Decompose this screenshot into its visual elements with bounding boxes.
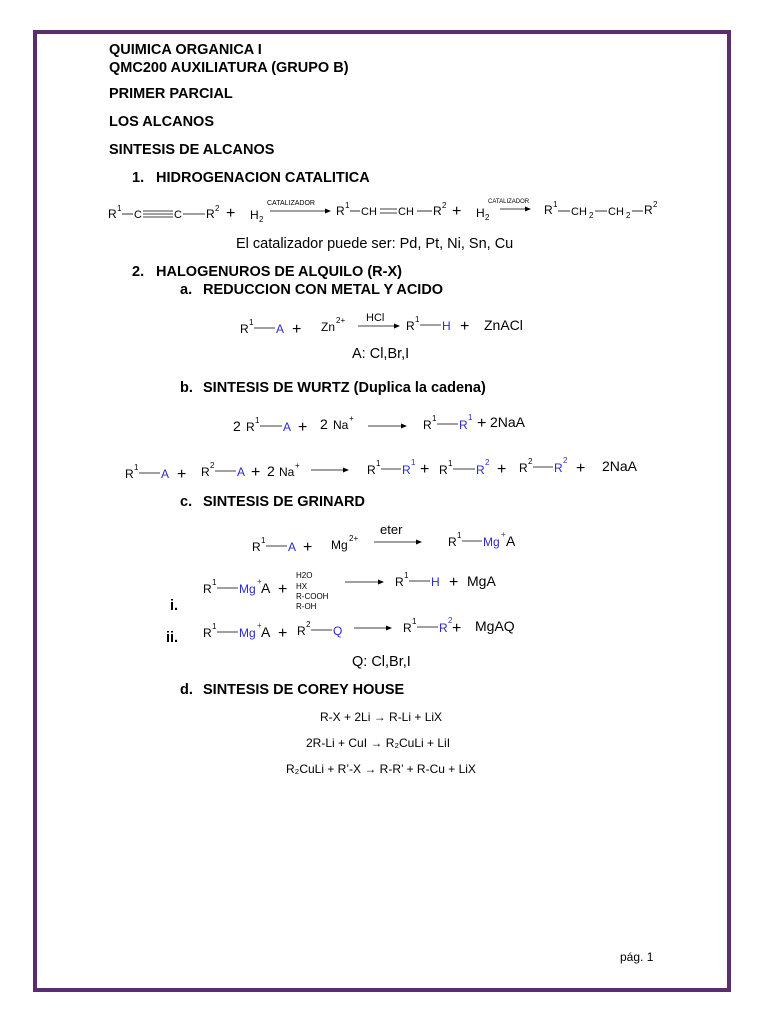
section1-number: 1. <box>132 170 145 186</box>
subsection-a-title: REDUCCION CON METAL Y ACIDO <box>203 282 444 298</box>
carbon: C <box>174 209 182 221</box>
reagent-h2o: H2O <box>296 571 313 580</box>
halogen: A <box>261 624 271 640</box>
superscript: 1 <box>415 315 420 324</box>
magnesium: Mg <box>483 535 500 549</box>
r-group: R <box>544 203 553 217</box>
r-group: R <box>367 463 376 477</box>
r-group: R <box>246 420 255 434</box>
r-group: R <box>203 626 212 640</box>
superscript: 1 <box>261 536 266 545</box>
halogen: A <box>288 540 297 554</box>
hydrogenation-reaction <box>100 192 700 232</box>
catalyst-note: El catalizador puede ser: Pd, Pt, Ni, Sn, Cu <box>236 236 514 252</box>
superscript: 1 <box>249 318 254 327</box>
sodium: Na <box>333 418 349 432</box>
plus-sign: + <box>452 203 462 220</box>
superscript: 2 <box>448 616 453 625</box>
subsection-a-letter: a. <box>180 282 193 298</box>
course-title: QUIMICA ORGANICA I <box>109 42 262 58</box>
plus-sign: + <box>449 574 459 591</box>
superscript: 1 <box>448 459 453 468</box>
r-group: R <box>395 575 404 589</box>
superscript: 2 <box>528 457 533 466</box>
r-group: R <box>519 461 528 475</box>
r-group: R <box>125 467 134 481</box>
subsection-d-letter: d. <box>180 682 193 698</box>
halide: Q <box>333 624 343 638</box>
methine: CH <box>361 206 377 218</box>
plus-sign: + <box>477 415 487 432</box>
superscript: 1 <box>468 413 473 422</box>
section-heading: SINTESIS DE ALCANOS <box>109 142 275 158</box>
reagent-hx: HX <box>296 582 308 591</box>
r-group: R <box>108 207 117 221</box>
course-code: QMC200 AUXILIATURA (GRUPO B) <box>109 60 349 76</box>
corey-house-equation-1: R-X + 2Li → R-Li + LiX <box>320 710 443 724</box>
halogen: A <box>237 465 246 479</box>
coefficient: 2 <box>233 418 241 434</box>
superscript: 1 <box>117 204 122 213</box>
page-number: pág. 1 <box>620 950 654 964</box>
superscript: 2 <box>485 458 490 467</box>
superscript: 2 <box>210 461 215 470</box>
subsection-b-title: SINTESIS DE WURTZ (Duplica la cadena) <box>203 380 486 396</box>
wurtz-reaction-2 <box>115 448 675 484</box>
plus-sign: + <box>278 581 288 598</box>
superscript: 2 <box>306 620 311 629</box>
superscript: 1 <box>432 414 437 423</box>
r-group: R <box>448 535 457 549</box>
subsection-c-letter: c. <box>180 494 193 510</box>
subsection-b-letter: b. <box>180 380 193 396</box>
coefficient: 2 <box>267 463 275 479</box>
product: ZnACl <box>484 317 523 333</box>
r-group: R <box>297 624 306 638</box>
solvent-label: eter <box>380 522 403 537</box>
charge: 2+ <box>336 316 346 325</box>
plus-sign: + <box>420 461 430 478</box>
r-group: R <box>439 621 448 635</box>
charge: + <box>257 577 262 586</box>
coefficient: 2 <box>320 416 328 432</box>
r-group: R <box>403 621 412 635</box>
superscript: 1 <box>134 463 139 472</box>
r-group: R <box>423 418 432 432</box>
r-group: R <box>336 204 345 218</box>
sodium: Na <box>279 465 295 479</box>
charge: + <box>295 461 300 470</box>
r-group: R <box>433 204 442 218</box>
r-group: R <box>439 463 448 477</box>
subsection-d-title: SINTESIS DE COREY HOUSE <box>203 682 405 698</box>
corey-house-equation-2: 2R-Li + CuI → R₂CuLi + LiI <box>306 736 451 750</box>
topic-title: LOS ALCANOS <box>109 114 214 130</box>
zinc: Zn <box>321 320 336 334</box>
superscript: 1 <box>404 571 409 580</box>
carbon: C <box>134 209 142 221</box>
halogen-note: A: Cl,Br,I <box>352 346 410 362</box>
hydrogen: H <box>442 319 451 333</box>
superscript: 1 <box>412 617 417 626</box>
grignard-coupling <box>195 612 535 648</box>
reduction-reaction <box>230 305 560 341</box>
halogen: A <box>283 420 292 434</box>
r-group: R <box>406 319 415 333</box>
plus-sign: + <box>226 205 236 222</box>
plus-sign: + <box>576 460 586 477</box>
catalyst-label: CATALIZADOR <box>267 200 315 207</box>
item-ii: ii. <box>166 630 179 646</box>
plus-sign: + <box>452 620 462 637</box>
methylene: CH <box>571 206 587 218</box>
superscript: 1 <box>212 622 217 631</box>
hydrogen: H <box>431 575 440 589</box>
superscript: 2 <box>215 204 220 213</box>
product: MgA <box>467 573 496 589</box>
corey-house-equation-3: R₂CuLi + R’-X → R-R’ + R-Cu + LiX <box>286 762 476 776</box>
halogen: A <box>276 322 285 336</box>
superscript: 1 <box>255 416 260 425</box>
wurtz-reaction-1 <box>225 404 545 440</box>
superscript: 1 <box>212 578 217 587</box>
methine: CH <box>398 206 414 218</box>
r-group: R <box>252 540 261 554</box>
r-group: R <box>203 582 212 596</box>
charge: + <box>349 414 354 423</box>
superscript: 2 <box>653 200 658 209</box>
plus-sign: + <box>497 461 507 478</box>
product: 2NaA <box>490 414 526 430</box>
grignard-formation <box>240 518 540 558</box>
subscript: 2 <box>485 213 490 222</box>
reagent-alcohol: R-OH <box>296 602 317 611</box>
reagent-acid: R-COOH <box>296 592 329 601</box>
r-group: R <box>459 418 468 432</box>
superscript: 2 <box>563 456 568 465</box>
hydrogen: H <box>476 206 485 220</box>
r-group: R <box>201 465 210 479</box>
plus-sign: + <box>177 466 187 483</box>
superscript: 1 <box>345 201 350 210</box>
section1-title: HIDROGENACION CATALITICA <box>156 170 370 186</box>
charge: 2+ <box>349 534 359 543</box>
grignard-hydrolysis <box>195 566 555 614</box>
plus-sign: + <box>303 539 313 556</box>
subscript: 2 <box>589 211 594 220</box>
r-group: R <box>644 203 653 217</box>
plus-sign: + <box>460 318 470 335</box>
r-group: R <box>554 461 563 475</box>
superscript: 1 <box>553 200 558 209</box>
r-group: R <box>206 207 215 221</box>
superscript: 1 <box>376 459 381 468</box>
magnesium: Mg <box>239 582 256 596</box>
section2-number: 2. <box>132 264 145 280</box>
r-group: R <box>240 322 249 336</box>
item-i: i. <box>170 598 179 614</box>
subsection-c-title: SINTESIS DE GRINARD <box>203 494 365 510</box>
r-group: R <box>402 463 411 477</box>
subscript: 2 <box>626 211 631 220</box>
methylene: CH <box>608 206 624 218</box>
halide-note: Q: Cl,Br,I <box>352 654 411 670</box>
charge: + <box>501 530 506 539</box>
hydrogen: H <box>250 208 259 222</box>
halogen: A <box>261 580 271 596</box>
halogen: A <box>506 533 516 549</box>
plus-sign: + <box>251 464 261 481</box>
plus-sign: + <box>278 625 288 642</box>
magnesium: Mg <box>331 538 348 552</box>
superscript: 2 <box>442 201 447 210</box>
plus-sign: + <box>292 321 302 338</box>
halogen: A <box>161 467 170 481</box>
catalyst-label: CATALIZADOR <box>488 199 530 205</box>
charge: + <box>257 621 262 630</box>
superscript: 1 <box>411 458 416 467</box>
product: 2NaA <box>602 458 638 474</box>
exam-title: PRIMER PARCIAL <box>109 86 233 102</box>
magnesium: Mg <box>239 626 256 640</box>
r-group: R <box>476 463 485 477</box>
superscript: 1 <box>457 531 462 540</box>
product: MgAQ <box>475 618 515 634</box>
reagent-label: HCl <box>366 312 385 324</box>
section2-title: HALOGENUROS DE ALQUILO (R-X) <box>156 264 402 280</box>
subscript: 2 <box>259 215 264 224</box>
plus-sign: + <box>298 419 308 436</box>
